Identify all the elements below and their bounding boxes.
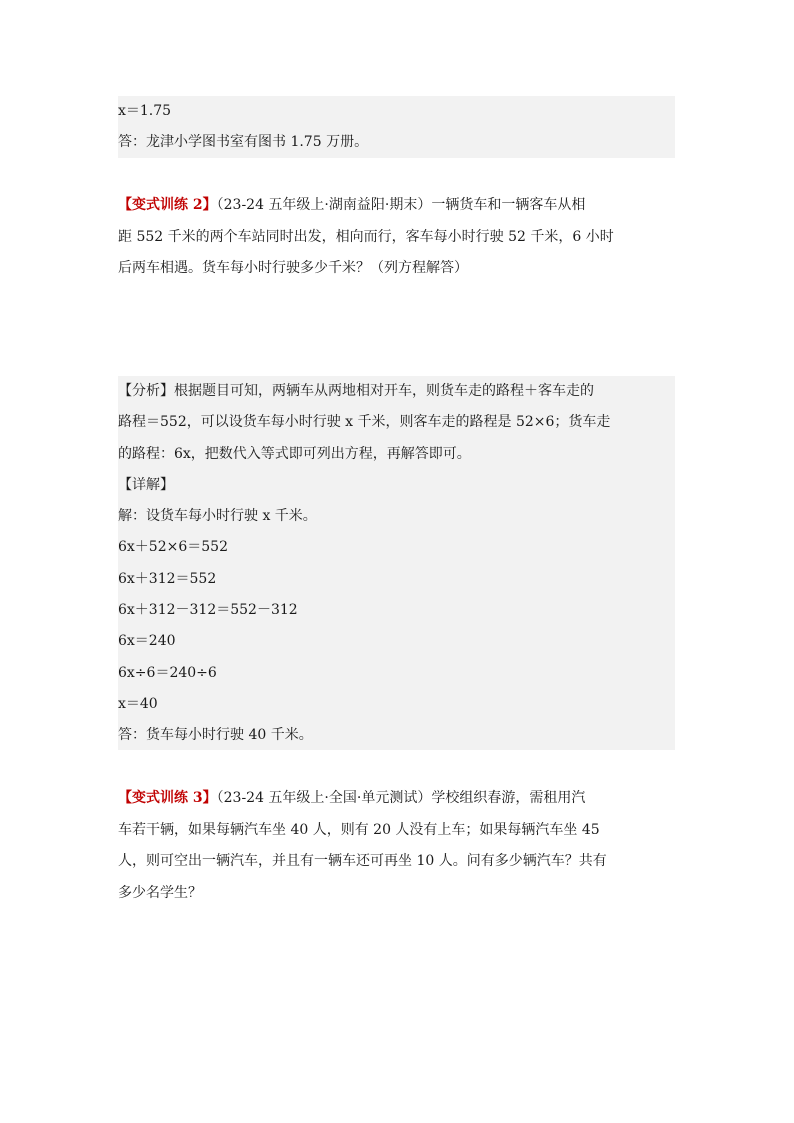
equation-step-3: 6x＋312－312＝552－312 (118, 602, 298, 619)
problem-2-line-3: 后两车相遇。货车每小时行驶多少千米？（列方程解答） (118, 260, 468, 277)
analysis-line-3: 的路程：6x，把数代入等式即可列出方程，再解答即可。 (118, 445, 471, 462)
problem-2-tag: 【变式训练 2】 (118, 197, 217, 213)
problem-2-line-1: （23-24 五年级上·湖南益阳·期末）一辆货车和一辆客车从相 (216, 197, 586, 213)
problem-3-line-1: （23-24 五年级上·全国·单元测试）学校组织春游，需租用汽 (216, 790, 586, 806)
solution-setup: 解：设货车每小时行驶 x 千米。 (118, 508, 317, 525)
problem-3-line-3: 人，则可空出一辆汽车，并且有一辆车还可再坐 10 人。问有多少辆汽车？共有 (118, 853, 607, 870)
answer-statement: 答：龙津小学图书室有图书 1.75 万册。 (118, 134, 369, 151)
problem-2 (118, 190, 675, 285)
problem-3-line-2: 车若干辆，如果每辆汽车坐 40 人，则有 20 人没有上车；如果每辆汽车坐 45 (118, 821, 600, 838)
problem-3-line-4: 多少名学生？ (118, 885, 202, 902)
solution-answer: 答：货车每小时行驶 40 千米。 (118, 727, 313, 744)
problem-2-line-2: 距 552 千米的两个车站同时出发，相向而行，客车每小时行驶 52 千米，6 小时 (118, 228, 614, 245)
previous-answer-block (118, 96, 675, 158)
equation-result: x＝40 (118, 695, 158, 712)
detail-heading: 【详解】 (118, 476, 174, 493)
equation-step-4: 6x＝240 (118, 633, 176, 650)
problem-3-tag: 【变式训练 3】 (118, 790, 217, 806)
equation-step-1: 6x＋52×6＝552 (118, 539, 228, 556)
analysis-line-1: 【分析】根据题目可知，两辆车从两地相对开车，则货车走的路程＋客车走的 (118, 383, 594, 399)
answer-equation: x＝1.75 (118, 103, 172, 119)
problem-3 (118, 783, 675, 910)
solution-2-block (118, 376, 675, 750)
analysis-line-2: 路程＝552，可以设货车每小时行驶 x 千米，则客车走的路程是 52×6；货车走 (118, 414, 611, 431)
equation-step-2: 6x＋312＝552 (118, 570, 217, 587)
equation-step-5: 6x÷6＝240÷6 (118, 664, 217, 681)
